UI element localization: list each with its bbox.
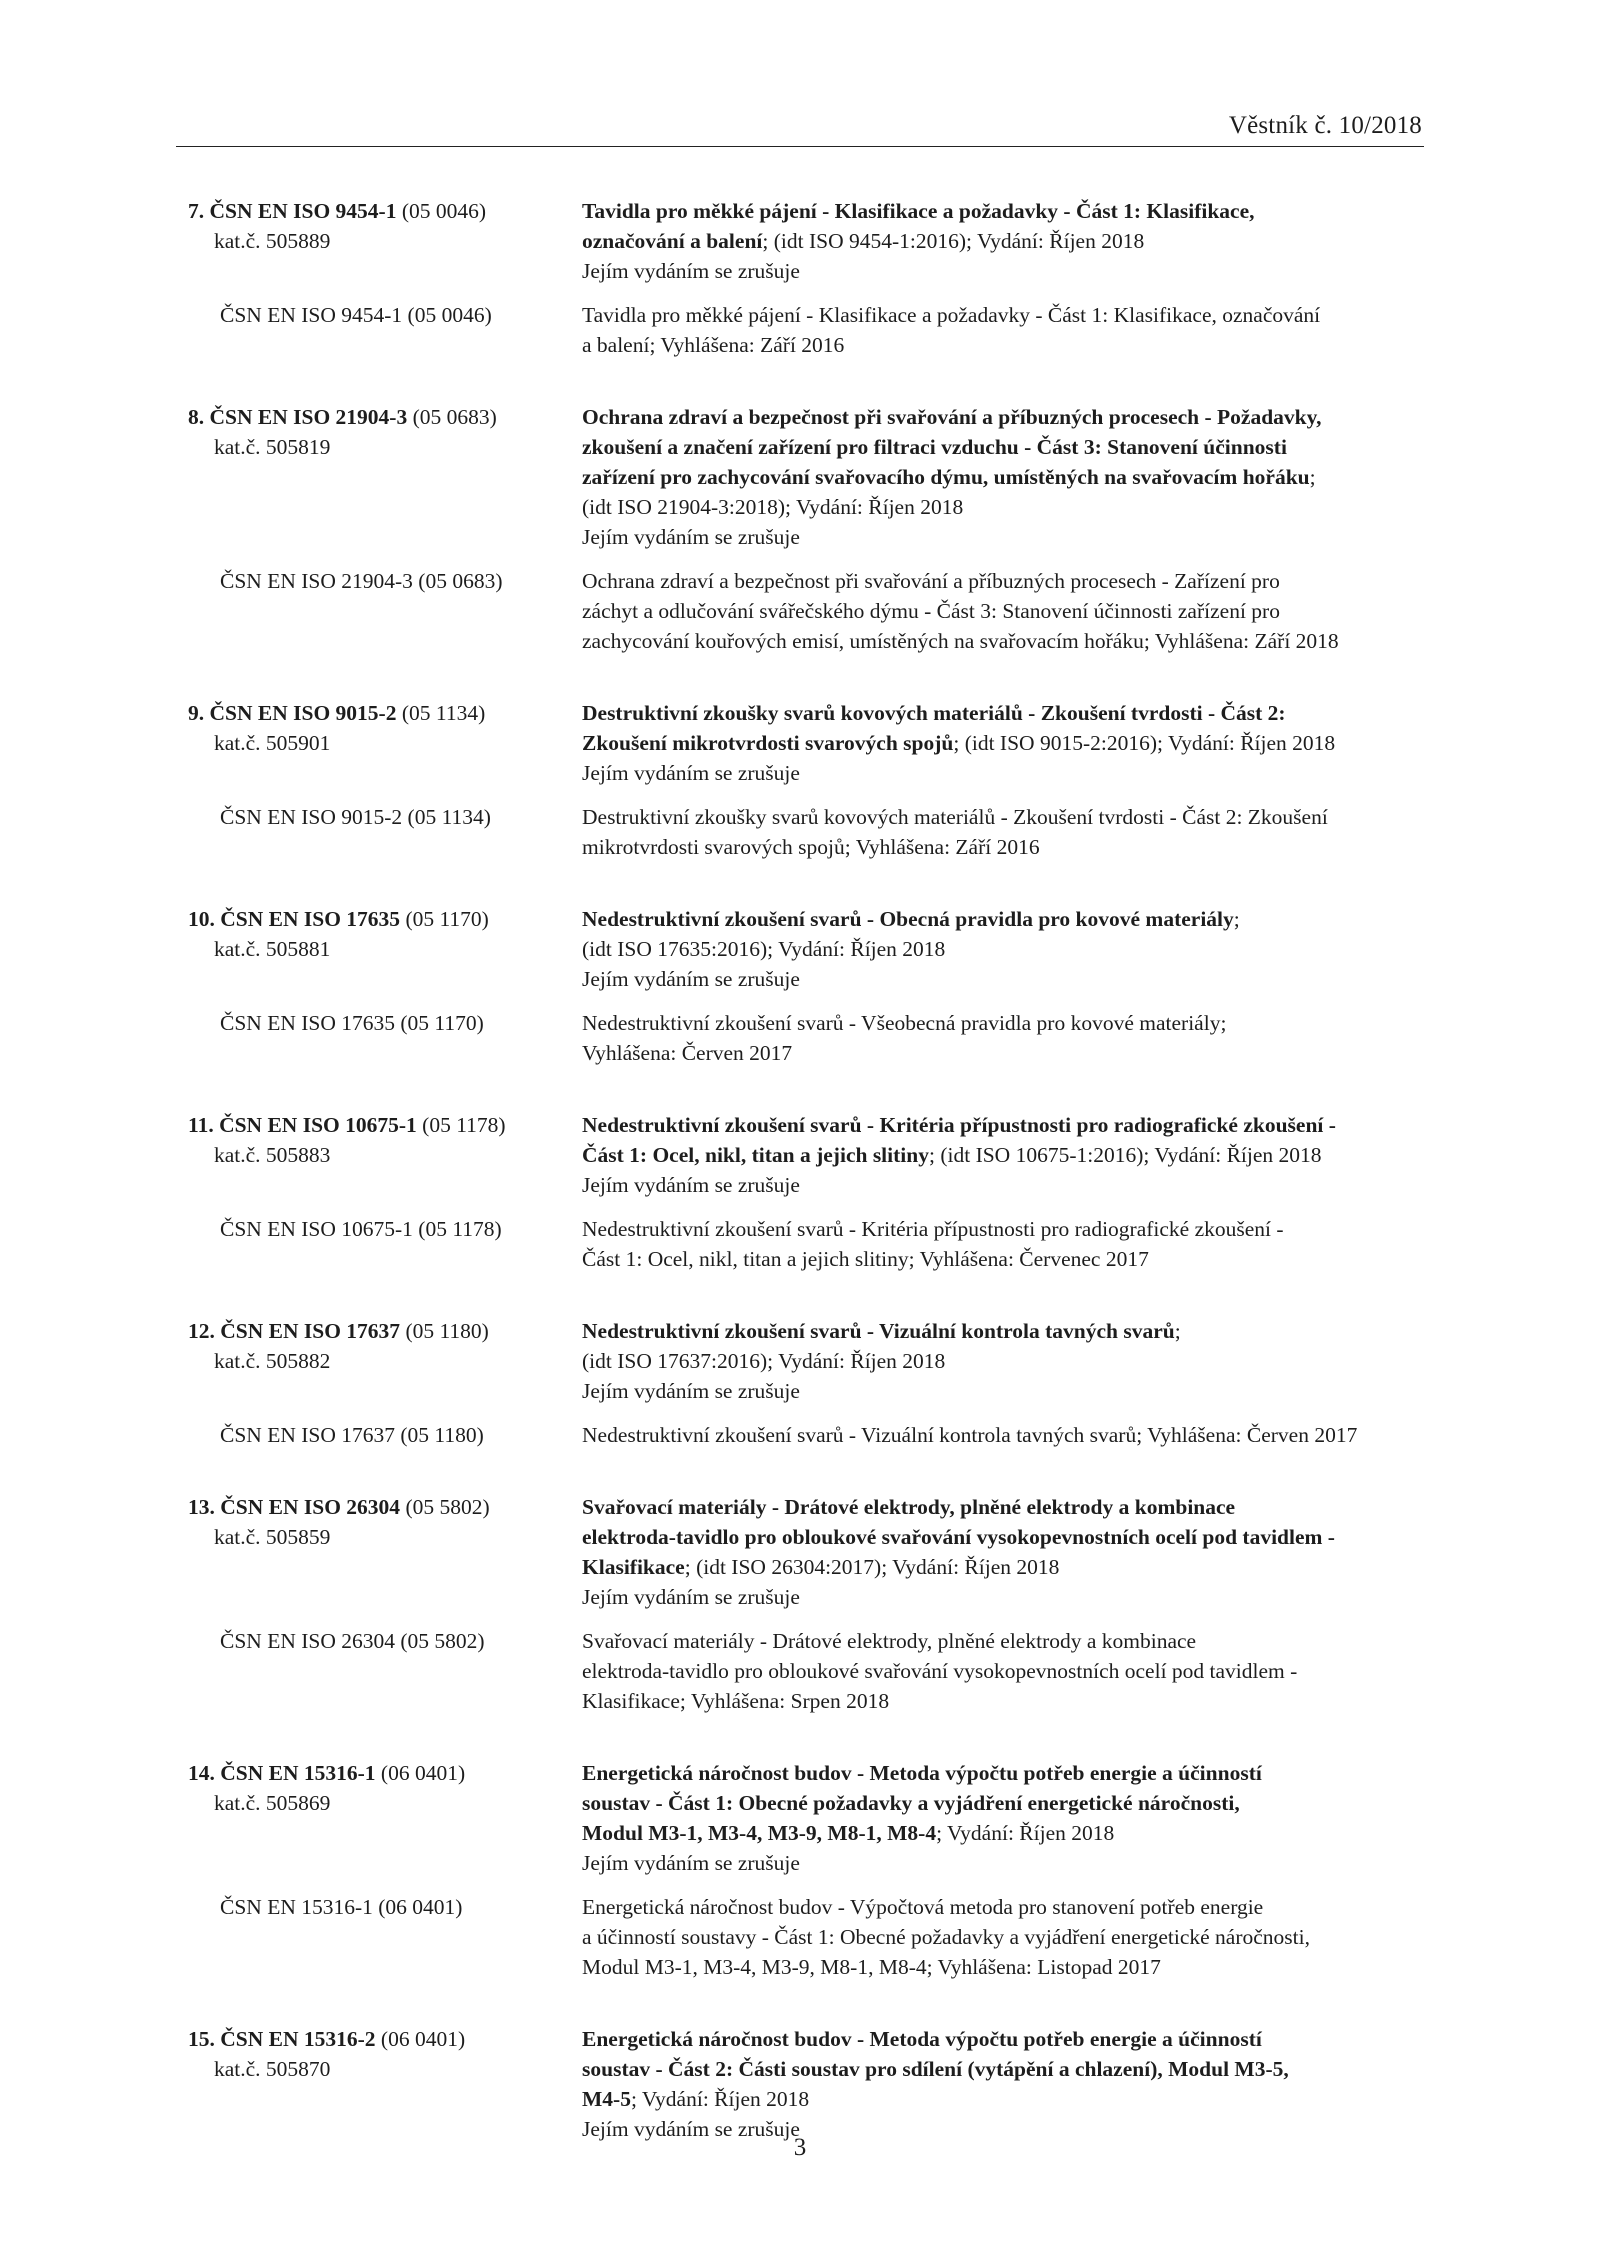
old-standard-line: zachycování kouřových emisí, umístěných na svařovacím hořáku; Vyhlášena: Září 2018 xyxy=(582,629,1339,653)
title-line xyxy=(582,1788,1428,1818)
old-standard-line: Energetická náročnost budov - Výpočtová metoda pro stanovení potřeb energie xyxy=(582,1895,1264,1919)
old-standard-row xyxy=(188,1420,1428,1450)
publication-info: ; Vydání: Říjen 2018 xyxy=(630,2087,810,2111)
old-standard-designation: ČSN EN ISO 17635 (05 1170) xyxy=(220,1011,484,1035)
designation-line xyxy=(188,2024,582,2054)
old-standard-designation: ČSN EN ISO 10675-1 (05 1178) xyxy=(220,1217,502,1241)
class-code: (05 0046) xyxy=(401,199,487,223)
entry-number: 7. xyxy=(188,199,205,223)
standard-designation xyxy=(188,196,582,256)
standard-title: Klasifikace xyxy=(582,1555,685,1579)
new-standard-row xyxy=(188,2024,1428,2144)
standard-title: Nedestruktivní zkoušení svarů - Obecná pravidla pro kovové materiály xyxy=(582,907,1234,931)
publication-info: ; xyxy=(1309,465,1316,489)
old-standard-details xyxy=(582,566,1428,656)
standard-title: Destruktivní zkoušky svarů kovových materiálů - Zkoušení tvrdosti - Část 2: xyxy=(582,701,1286,725)
old-standard-details xyxy=(582,1420,1428,1450)
cancels-note: Jejím vydáním se zrušuje xyxy=(582,525,800,549)
cancels-note: Jejím vydáním se zrušuje xyxy=(582,967,800,991)
class-code: (05 0683) xyxy=(412,405,497,429)
cancels-note: Jejím vydáním se zrušuje xyxy=(582,259,800,283)
standard-title: Tavidla pro měkké pájení - Klasifikace a požadavky - Část 1: Klasifikace, xyxy=(582,199,1255,223)
catalog-number: kat.č. 505859 xyxy=(214,1525,331,1549)
old-standard-line: Nedestruktivní zkoušení svarů - Kritéria přípustnosti pro radiografické zkoušení - xyxy=(582,1217,1284,1241)
old-standard-line: Vyhlášena: Červen 2017 xyxy=(582,1041,793,1065)
csn-code: ČSN EN ISO 9454-1 xyxy=(209,199,397,223)
designation-line xyxy=(188,904,582,934)
old-standard-designation: ČSN EN ISO 17637 (05 1180) xyxy=(220,1423,484,1447)
catalog-number: kat.č. 505881 xyxy=(214,937,331,961)
title-line xyxy=(582,1758,1428,1788)
old-standard-details xyxy=(582,1892,1428,1982)
designation-line xyxy=(188,1492,582,1522)
csn-code: ČSN EN ISO 17635 xyxy=(220,907,401,931)
title-line xyxy=(582,1316,1428,1346)
title-line xyxy=(582,432,1428,462)
catalog-number: kat.č. 505889 xyxy=(214,229,331,253)
old-standard-designation: ČSN EN ISO 9454-1 (05 0046) xyxy=(220,303,492,327)
cancels-note: Jejím vydáním se zrušuje xyxy=(582,2117,800,2141)
standard-title: Nedestruktivní zkoušení svarů - Kritéria přípustnosti pro radiografické zkoušení - xyxy=(582,1113,1336,1137)
new-standard-row xyxy=(188,1110,1428,1200)
standard-title: M4-5 xyxy=(582,2087,631,2111)
standard-title: Energetická náročnost budov - Metoda výpočtu potřeb energie a účinností xyxy=(582,1761,1262,1785)
old-standard-row xyxy=(188,1008,1428,1068)
title-line xyxy=(582,1492,1428,1522)
title-line xyxy=(582,1552,1428,1582)
entry-number: 15. xyxy=(188,2027,215,2051)
standard-designation xyxy=(188,904,582,964)
csn-code: ČSN EN ISO 9015-2 xyxy=(209,701,397,725)
title-line xyxy=(582,2054,1428,2084)
old-standard-line: Svařovací materiály - Drátové elektrody, plněné elektrody a kombinace xyxy=(582,1629,1197,1653)
publication-info: ; (idt ISO 9454-1:2016); Vydání: Říjen 2018 xyxy=(762,229,1145,253)
old-standard-designation: ČSN EN 15316-1 (06 0401) xyxy=(220,1895,463,1919)
standard-designation xyxy=(188,402,582,462)
publication-info: ; (idt ISO 9015-2:2016); Vydání: Říjen 2018 xyxy=(953,731,1336,755)
standard-details xyxy=(582,1492,1428,1612)
old-standard-row xyxy=(188,566,1428,656)
old-standard-row xyxy=(188,1892,1428,1982)
standard-designation xyxy=(188,1110,582,1170)
entry-number: 11. xyxy=(188,1113,214,1137)
cancels-note: Jejím vydáním se zrušuje xyxy=(582,1173,800,1197)
standard-details xyxy=(582,196,1428,286)
standard-title: Energetická náročnost budov - Metoda výpočtu potřeb energie a účinností xyxy=(582,2027,1262,2051)
csn-code: ČSN EN 15316-1 xyxy=(220,1761,376,1785)
page-number: 3 xyxy=(793,2134,807,2161)
standard-details xyxy=(582,904,1428,994)
old-standard-line: Nedestruktivní zkoušení svarů - Všeobecná pravidla pro kovové materiály; xyxy=(582,1011,1227,1035)
catalog-number: kat.č. 505883 xyxy=(214,1143,331,1167)
old-standard-details xyxy=(582,1214,1428,1274)
cancels-note: Jejím vydáním se zrušuje xyxy=(582,1379,800,1403)
standard-title: zařízení pro zachycování svařovacího dýmu, umístěných na svařovacím hořáku xyxy=(582,465,1310,489)
class-code: (06 0401) xyxy=(380,2027,466,2051)
standard-entry xyxy=(188,904,1428,1068)
old-standard-line: Ochrana zdraví a bezpečnost při svařování a příbuzných procesech - Zařízení pro xyxy=(582,569,1280,593)
new-standard-row xyxy=(188,904,1428,994)
designation-line xyxy=(188,196,582,226)
standard-designation xyxy=(188,2024,582,2084)
standard-entry xyxy=(188,1110,1428,1274)
old-standard-line: Část 1: Ocel, nikl, titan a jejich slitiny; Vyhlášena: Červenec 2017 xyxy=(582,1247,1149,1271)
csn-code: ČSN EN ISO 10675-1 xyxy=(219,1113,417,1137)
designation-line xyxy=(188,402,582,432)
entry-number: 8. xyxy=(188,405,205,429)
standard-details xyxy=(582,402,1428,552)
entry-number: 9. xyxy=(188,701,205,725)
standard-entry xyxy=(188,1492,1428,1716)
title-line xyxy=(582,2084,1428,2114)
standard-title: soustav - Část 1: Obecné požadavky a vyjádření energetické náročnosti, xyxy=(582,1791,1240,1815)
csn-code: ČSN EN ISO 26304 xyxy=(220,1495,401,1519)
title-line xyxy=(582,1522,1428,1552)
old-standard-details xyxy=(582,1008,1428,1068)
old-standard-line: Modul M3-1, M3-4, M3-9, M8-1, M8-4; Vyhlášena: Listopad 2017 xyxy=(582,1955,1161,1979)
publication-info: (idt ISO 17635:2016); Vydání: Říjen 2018 xyxy=(582,937,946,961)
standard-details xyxy=(582,2024,1428,2144)
cancels-note: Jejím vydáním se zrušuje xyxy=(582,1585,800,1609)
publication-info: (idt ISO 17637:2016); Vydání: Říjen 2018 xyxy=(582,1349,946,1373)
old-standard-row xyxy=(188,802,1428,862)
standard-title: Část 1: Ocel, nikl, titan a jejich slitiny xyxy=(582,1143,929,1167)
standard-designation xyxy=(188,1758,582,1818)
title-line xyxy=(582,462,1428,492)
title-line xyxy=(582,1110,1428,1140)
standard-details xyxy=(582,1110,1428,1200)
designation-line xyxy=(188,1758,582,1788)
standard-entry xyxy=(188,698,1428,862)
standard-title: zkoušení a značení zařízení pro filtraci vzduchu - Část 3: Stanovení účinnosti xyxy=(582,435,1287,459)
old-standard-details xyxy=(582,1626,1428,1716)
old-standard-designation: ČSN EN ISO 21904-3 (05 0683) xyxy=(220,569,503,593)
old-standard-line: Tavidla pro měkké pájení - Klasifikace a požadavky - Část 1: Klasifikace, označování xyxy=(582,303,1321,327)
csn-code: ČSN EN ISO 21904-3 xyxy=(209,405,408,429)
standard-details xyxy=(582,1758,1428,1878)
old-standard-line: a účinností soustavy - Část 1: Obecné požadavky a vyjádření energetické náročnosti, xyxy=(582,1925,1310,1949)
publication-info: ; xyxy=(1174,1319,1181,1343)
old-standard-details xyxy=(582,300,1428,360)
designation-line xyxy=(188,1110,582,1140)
title-line xyxy=(582,226,1428,256)
old-standard-line: Klasifikace; Vyhlášena: Srpen 2018 xyxy=(582,1689,890,1713)
standard-entry xyxy=(188,196,1428,360)
csn-code: ČSN EN 15316-2 xyxy=(220,2027,376,2051)
catalog-number: kat.č. 505819 xyxy=(214,435,331,459)
standard-title: elektroda-tavidlo pro obloukové svařování vysokopevnostních ocelí pod tavidlem - xyxy=(582,1525,1335,1549)
title-line xyxy=(582,1140,1428,1170)
new-standard-row xyxy=(188,402,1428,552)
old-standard-row xyxy=(188,1214,1428,1274)
standard-entry xyxy=(188,402,1428,656)
old-standard-line: a balení; Vyhlášena: Září 2016 xyxy=(582,333,845,357)
new-standard-row xyxy=(188,196,1428,286)
title-line xyxy=(582,2024,1428,2054)
standard-designation xyxy=(188,698,582,758)
standard-title: Zkoušení mikrotvrdosti svarových spojů xyxy=(582,731,954,755)
catalog-number: kat.č. 505901 xyxy=(214,731,331,755)
standard-title: Nedestruktivní zkoušení svarů - Vizuální kontrola tavných svarů xyxy=(582,1319,1175,1343)
old-standard-designation: ČSN EN ISO 9015-2 (05 1134) xyxy=(220,805,491,829)
class-code: (05 5802) xyxy=(405,1495,490,1519)
standard-details xyxy=(582,1316,1428,1406)
old-standard-line: Destruktivní zkoušky svarů kovových materiálů - Zkoušení tvrdosti - Část 2: Zkoušení xyxy=(582,805,1328,829)
standard-designation xyxy=(188,1492,582,1552)
publication-info: (idt ISO 21904-3:2018); Vydání: Říjen 2018 xyxy=(582,495,964,519)
class-code: (05 1134) xyxy=(401,701,486,725)
title-line xyxy=(582,196,1428,226)
old-standard-row xyxy=(188,1626,1428,1716)
title-line xyxy=(582,904,1428,934)
old-standard-row xyxy=(188,300,1428,360)
publication-info: ; (idt ISO 10675-1:2016); Vydání: Říjen 2018 xyxy=(928,1143,1322,1167)
new-standard-row xyxy=(188,698,1428,788)
old-standard-designation: ČSN EN ISO 26304 (05 5802) xyxy=(220,1629,485,1653)
standard-designation xyxy=(188,1316,582,1376)
entry-number: 14. xyxy=(188,1761,215,1785)
standard-title: Modul M3-1, M3-4, M3-9, M8-1, M8-4 xyxy=(582,1821,937,1845)
standard-entry xyxy=(188,1316,1428,1450)
title-line xyxy=(582,1818,1428,1848)
class-code: (05 1170) xyxy=(405,907,489,931)
class-code: (05 1178) xyxy=(422,1113,506,1137)
title-line xyxy=(582,728,1428,758)
old-standard-line: mikrotvrdosti svarových spojů; Vyhlášena: Září 2016 xyxy=(582,835,1040,859)
standards-list xyxy=(188,196,1428,2186)
standard-entry xyxy=(188,1758,1428,1982)
title-line xyxy=(582,402,1428,432)
standard-details xyxy=(582,698,1428,788)
standard-title: soustav - Část 2: Části soustav pro sdílení (vytápění a chlazení), Modul M3-5, xyxy=(582,2057,1289,2081)
new-standard-row xyxy=(188,1316,1428,1406)
class-code: (05 1180) xyxy=(405,1319,489,1343)
publication-info: ; xyxy=(1233,907,1240,931)
csn-code: ČSN EN ISO 17637 xyxy=(220,1319,401,1343)
old-standard-line: elektroda-tavidlo pro obloukové svařování vysokopevnostních ocelí pod tavidlem - xyxy=(582,1659,1298,1683)
publication-info: ; Vydání: Říjen 2018 xyxy=(936,1821,1115,1845)
designation-line xyxy=(188,698,582,728)
old-standard-line: záchyt a odlučování svářečského dýmu - Část 3: Stanovení účinnosti zařízení pro xyxy=(582,599,1280,623)
old-standard-details xyxy=(582,802,1428,862)
page-header xyxy=(176,108,1424,147)
entry-number: 13. xyxy=(188,1495,215,1519)
class-code: (06 0401) xyxy=(380,1761,466,1785)
designation-line xyxy=(188,1316,582,1346)
entry-number: 10. xyxy=(188,907,215,931)
catalog-number: kat.č. 505870 xyxy=(214,2057,331,2081)
publication-info: ; (idt ISO 26304:2017); Vydání: Říjen 2018 xyxy=(684,1555,1060,1579)
bulletin-issue: Věstník č. 10/2018 xyxy=(1228,112,1422,139)
new-standard-row xyxy=(188,1758,1428,1878)
catalog-number: kat.č. 505869 xyxy=(214,1791,331,1815)
cancels-note: Jejím vydáním se zrušuje xyxy=(582,761,800,785)
standard-title: Svařovací materiály - Drátové elektrody, plněné elektrody a kombinace xyxy=(582,1495,1236,1519)
new-standard-row xyxy=(188,1492,1428,1612)
standard-title: označování a balení xyxy=(582,229,763,253)
standard-title: Ochrana zdraví a bezpečnost při svařování a příbuzných procesech - Požadavky, xyxy=(582,405,1322,429)
entry-number: 12. xyxy=(188,1319,215,1343)
standard-entry xyxy=(188,2024,1428,2144)
old-standard-line: Nedestruktivní zkoušení svarů - Vizuální kontrola tavných svarů; Vyhlášena: Červen 2017 xyxy=(582,1423,1358,1447)
cancels-note: Jejím vydáním se zrušuje xyxy=(582,1851,800,1875)
catalog-number: kat.č. 505882 xyxy=(214,1349,331,1373)
title-line xyxy=(582,698,1428,728)
